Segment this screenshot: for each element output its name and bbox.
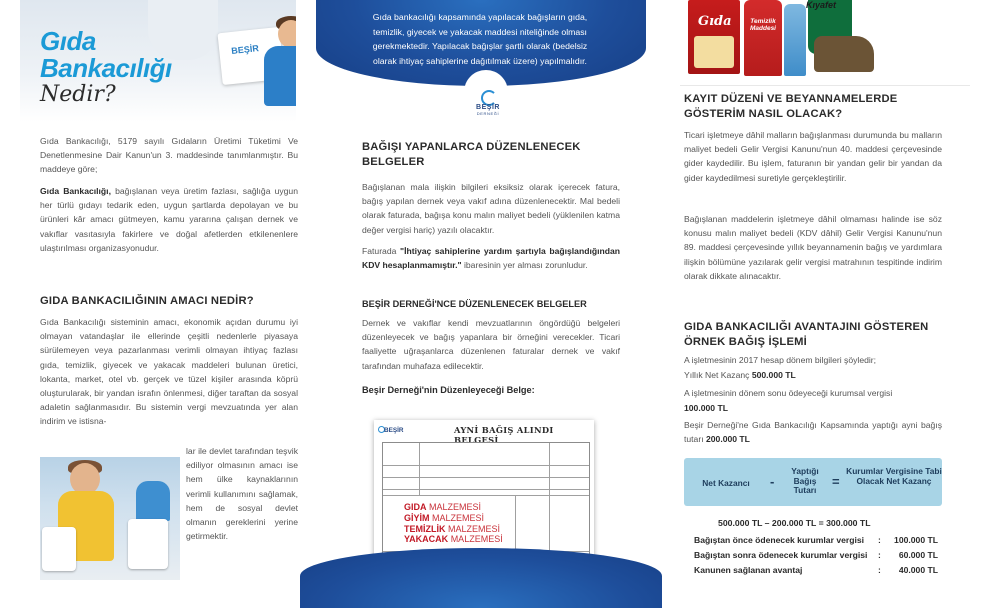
child-figure — [264, 46, 296, 106]
donation-bag — [42, 527, 76, 571]
receipt-title: AYNİ BAĞIŞ ALINDI BELGESİ — [454, 425, 554, 445]
receipt-rule — [383, 495, 589, 496]
receipt-rule — [549, 443, 550, 551]
association-documents-paragraph: Dernek ve vakıflar kendi mevzuatlarının öngördüğü belgeleri düzenleyecek ve bağış yapanlara bir örneğini verecekler. Ticari faaliyette uğraşanlarca düzenlenen faturalar dernek ve vakıf tarafından muhafaza edilecektir. — [362, 318, 620, 371]
bottle-label: Temizlik Maddesi — [749, 18, 776, 32]
pasta-package — [688, 0, 740, 74]
receipt-item: TEMİZLİK MALZEMESİ — [404, 523, 501, 534]
receipt-rule — [383, 465, 589, 466]
receipt-item: YAKACAK MALZEMESİ — [404, 534, 503, 545]
formula-taxable: Kurumlar Vergisine Tabi Olacak Net Kazanç — [846, 466, 942, 486]
association-documents-heading: BEŞİR DERNEĞİ'NCE DÜZENLENECEK BELGELER — [362, 299, 587, 309]
aim-heading: GIDA BANKACILIĞININ AMACI NEDİR? — [40, 295, 254, 307]
receipt-rule — [515, 495, 516, 551]
left-column — [0, 0, 305, 580]
logo-subtitle: DERNEĞİ — [476, 111, 500, 116]
receipt-rule — [383, 489, 589, 490]
accounting-paragraph-1: Ticari işletmeye dâhil malların bağışlanması durumunda bu malların maliyet bedeli Gelir Vergisi Kanunu'nun 40. maddesi çerçevesinde gider kaydedilir. Bu işlem, faturanın bir yandan gelir bir yandan da gider kaydedilmesi suretiyle gerçekleştirilir. — [684, 130, 942, 183]
example-line-1: A işletmesinin 2017 hesap dönem bilgileri şöyledir; — [684, 355, 877, 365]
banner-text: Gıda bankacılığı kapsamında yapılacak bağışların gıda, temizlik, giyecek ve yakacak maddesi niteliğinde olması gerekmektedir. Yapılacak bağışlar şartlı olarak (bedelsiz olarak ihtiyaç sahiplerine dağıtılmak üzere) yapılmalıdır. — [372, 12, 588, 66]
receipt-rule — [383, 477, 589, 478]
formula-equals: = — [832, 474, 840, 489]
example-line-3: A işletmesinin dönem sonu ödeyeceği kurumsal vergisi — [684, 388, 893, 398]
boots — [814, 36, 874, 72]
tax-row: Bağıştan sonra ödenecek kurumlar vergisi : 60.000 TL — [694, 550, 938, 560]
formula-box — [684, 458, 942, 506]
invoice-note-pre: Faturada — [362, 246, 400, 256]
invoice-note-post: ibaresinin yer alması zorunludur. — [461, 260, 588, 271]
pasta-brand: Gıda — [698, 14, 732, 29]
example-line-2: Yıllık Net Kazanç 500.000 TL — [684, 370, 796, 380]
aim-paragraph-wrap: lar ile devlet tarafından teşvik ediliyor olmasının amacı ise hem ülke kaynaklarının verimli kullanımını sağlamak, hem de sosyal devlet olmanın gereklerini yerine getirmektir. — [186, 446, 298, 542]
divider — [680, 85, 970, 86]
aim-paragraph: Gıda Bankacılığı sisteminin amacı, ekonomik açıdan durumu iyi olmayan vatandaşlar ile ellerinde çeşitli nedenlerle piyasaya sürülemeyen veya pazarlanması verimli olmayan ihtiyaç fazlası gıda, temizlik, giyecek ve yakacak maddeleri bulunan üretici, lokanta, market, otel vb. gerçek ve tüzel kişiler arasında köprü oluşturularak, bir yandan israfın önlenmesi, diğer taraftan da sosyal adaletin sağlanmasıdır. Bu sistemin vergi mevzuatında yer alan indirim ve istisna- — [40, 317, 298, 427]
second-child-figure — [136, 481, 170, 521]
example-line-4: 100.000 TL — [684, 403, 728, 413]
products-photo — [680, 0, 980, 76]
formula-minus: - — [770, 474, 775, 489]
invoice-note-bold: "İhtiyaç sahiplerine yardım şartıyla bağışlandığından KDV hesaplanmamıştır." — [362, 246, 620, 271]
clothing-tag: Kıyafet — [806, 0, 837, 10]
definition-rest: bağışlanan veya üretim fazlası, sağlığa uygun her türlü gıdayı tedarik eden, uygun şartlarda depolayan ve bu ürünleri kâr amacı gütmeyen, kamu yararına çalışan dernek ve vakıflar vasıtasıyla fakirlere ve doğal afetlerden etkilenenlere ulaştırılması organizasyonudur. — [40, 186, 298, 253]
definition-bold: Gıda Bankacılığı, — [40, 186, 111, 196]
donor-documents-heading: BAĞIŞI YAPANLARCA DÜZENLENECEK BELGELER — [362, 141, 581, 168]
definition-paragraph — [40, 184, 298, 255]
accounting-paragraph-2: Bağışlanan maddelerin işletmeye dâhil olmaması halinde ise söz konusu malın maliyet bedeli (KDV dâhil) Gelir Vergisi Kanunu'nun 89. maddesi çerçevesinde yıllık beyannamenin bağış ve yardımlara ilişkin bölümüne yazılarak gelir vergisi matrahının tespitinde indirim olarak dikkate alınacaktır. — [684, 214, 942, 281]
right-column — [654, 0, 982, 580]
hero-title-line2: Bankacılığı — [40, 53, 172, 83]
pasta-window — [694, 36, 734, 68]
logo-name: BEŞİR — [476, 104, 500, 111]
middle-column — [316, 0, 646, 580]
example-heading: GIDA BANKACILIĞI AVANTAJINI GÖSTEREN ÖRNEK BAĞIŞ İŞLEMİ — [684, 321, 929, 348]
invoice-note-paragraph — [362, 244, 620, 272]
blue-wave-footer — [300, 548, 662, 608]
children-photo — [40, 457, 180, 580]
formula-donation: Yaptığı Bağış Tutarı — [791, 466, 819, 495]
tax-row: Kanunen sağlanan avantaj : 40.000 TL — [694, 565, 938, 575]
detergent-bottle — [744, 0, 782, 76]
receipt-logo: BEŞİR — [384, 427, 404, 434]
formula-net-income: Net Kazancı — [702, 478, 750, 488]
receipt-item: GİYİM MALZEMESİ — [404, 512, 485, 523]
intro-paragraph: Gıda Bankacılığı, 5179 sayılı Gıdaların Üretimi Tüketimi Ve Denetlenmesine Dair Kanun'un 3. maddesinde tanımlanmıştır. Bu maddeye göre; — [40, 136, 298, 175]
formula-result: 500.000 TL – 200.000 TL = 300.000 TL — [718, 518, 871, 528]
receipt-item-list — [404, 502, 503, 545]
box-logo-text: BEŞİR — [230, 43, 260, 56]
hero-title — [40, 28, 172, 108]
receipt-rule — [419, 443, 420, 495]
donation-bag — [128, 519, 168, 569]
hero-title-line1: Gıda — [40, 26, 96, 56]
issued-document-label: Beşir Derneği'nin Düzenleyeceği Belge: — [362, 385, 535, 395]
cleaner-bottle — [784, 4, 806, 76]
accounting-heading: KAYIT DÜZENİ VE BEYANNAMELERDE GÖSTERİM NASIL OLACAK? — [684, 93, 898, 120]
donor-documents-paragraph: Bağışlanan mala ilişkin bilgileri eksiksiz olarak içerecek fatura, bağış yapılan dernek veya vakıf adına düzenlenecektir. Mal bedeli olarak faturada, bağışa konu malın maliyet bedeli (yüklenilen katma değer vergisi hariç) yazılı olacaktır. — [362, 182, 620, 235]
tax-row: Bağıştan önce ödenecek kurumlar vergisi : 100.000 TL — [694, 535, 938, 545]
receipt-item: GIDA MALZEMESİ — [404, 502, 482, 512]
hero-title-line3: Nedir? — [40, 82, 116, 107]
example-line-5: Beşir Derneği'ne Gıda Bankacılığı Kapsamında yaptığı ayni bağış tutarı 200.000 TL — [684, 420, 942, 445]
